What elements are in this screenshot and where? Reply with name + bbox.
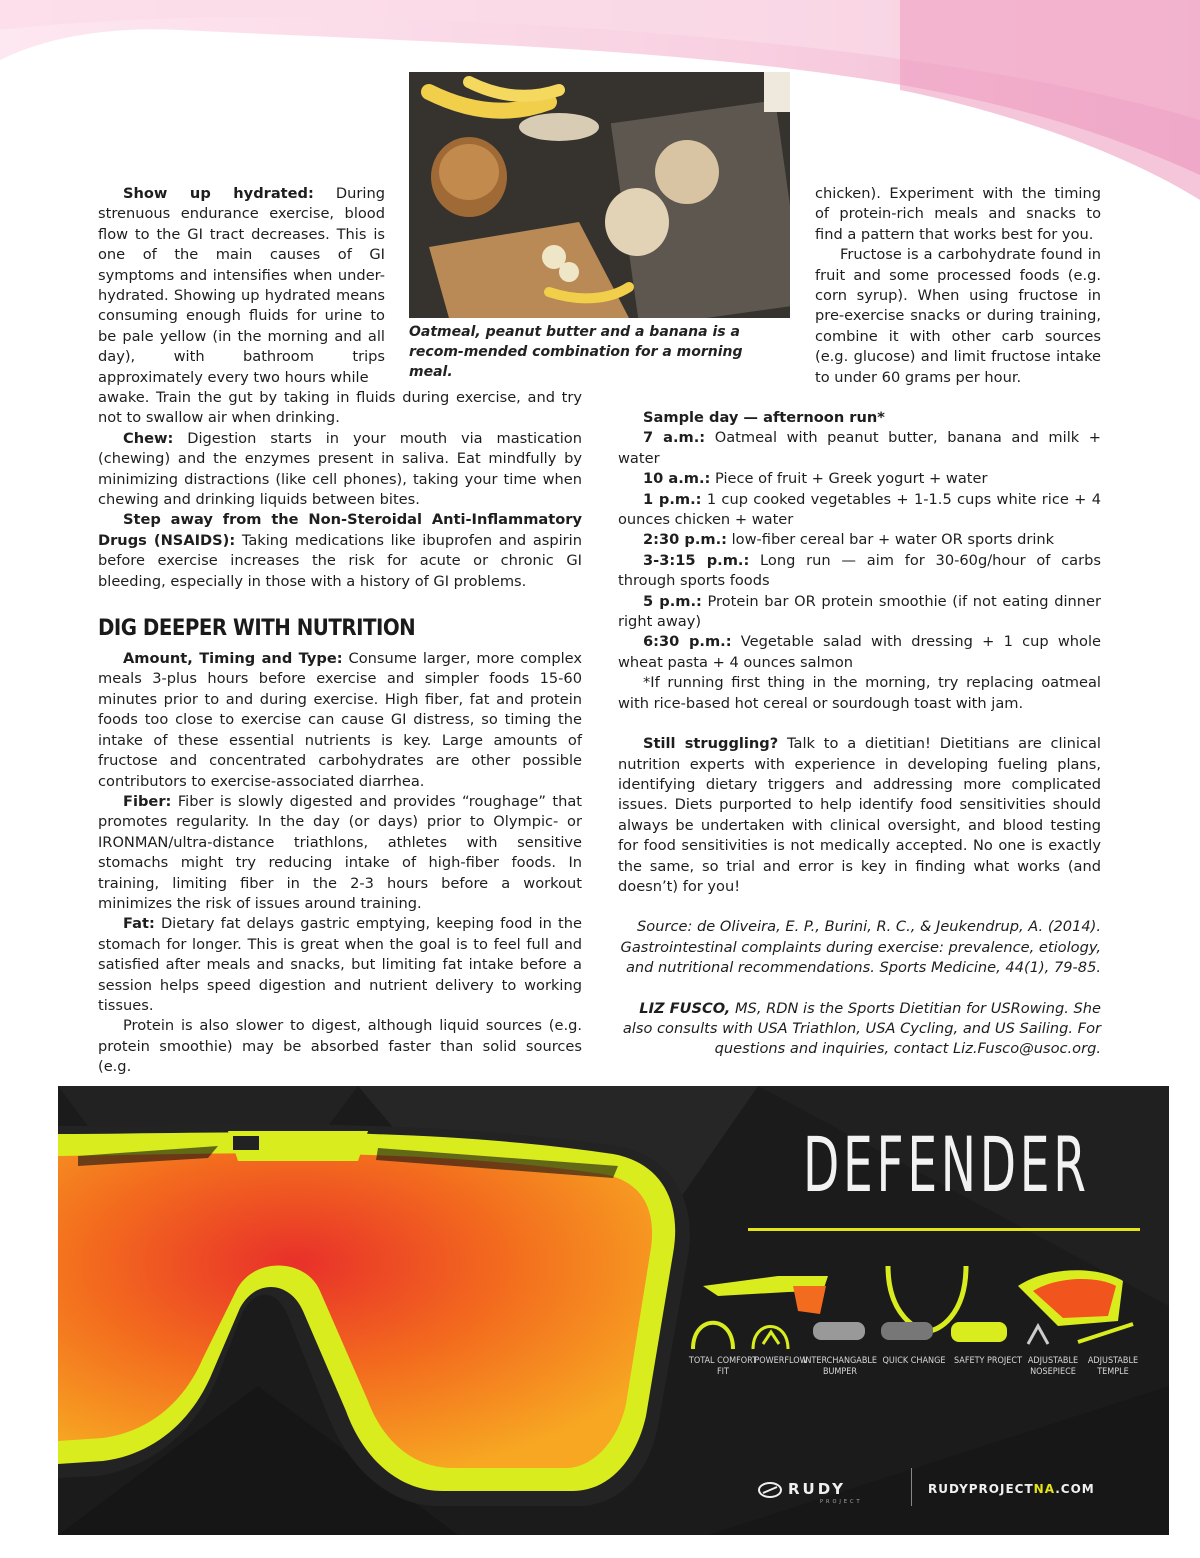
sample-time: 2:30 p.m.: [643, 531, 727, 549]
total-comfort-fit-icon [693, 1323, 733, 1349]
sample-item [618, 469, 1101, 489]
sample-time: 6:30 p.m.: [643, 633, 732, 651]
brand-name: RUDY [788, 1480, 846, 1498]
interchangable-bumper-icon [813, 1322, 865, 1340]
sample-item [618, 530, 1101, 550]
sample-item [618, 551, 1101, 592]
paragraph-text: Taking medications like ibuprofen and aspirin before exercise increases the risk for acute or chronic GI bleeding, especially in those with a history of GI problems. [98, 531, 582, 590]
sample-day-list [618, 428, 1101, 673]
author-bio-text: MS, RDN is the Sports Dietitian for USRowing. She also consults with USA Triathlon, USA Cycling, and US Sailing. For questions and inquiries, contact Liz.Fusco@usoc.org. [622, 999, 1101, 1058]
feature-label: TOTAL COMFORT FIT [688, 1356, 758, 1377]
paragraph-amount-timing [98, 649, 582, 792]
paragraph-text: Consume larger, more complex meals 3-plus hours before exercise and simpler foods 15-60 minutes prior to and during exercise. High fiber, fat and protein foods too close to exercise can cause GI distress, so timing the intake of these essential nutrients is key. Large amounts of fructose and concentrated carbohydrates are other possible contributors to exercise-associated diarrhea. [98, 650, 582, 790]
sample-note: *If running first thing in the morning, try replacing oatmeal with rice-based hot cereal or sourdough toast with jam. [618, 674, 1101, 712]
quick-change-icon [881, 1322, 933, 1340]
paragraph-text: During strenuous endurance exercise, blood flow to the GI tract decreases. This is one of the main causes of GI symptoms and intensifies when under-hydrated. Showing up hydrated means consuming enough fluids for urine to be pale yellow (in the morning and all day), with bathroom trips approximately every two hours while [98, 185, 385, 386]
feature-adjustable-temple [1073, 1356, 1153, 1378]
sample-text: Piece of fruit + Greek yogurt + water [710, 470, 988, 488]
feature-interchangable-bumper [800, 1356, 880, 1378]
paragraph-text: Dietary fat delays gastric emptying, keeping food in the stomach for longer. This is great when the goal is to feel full and satisfied after meals and snacks, but limiting fat intake before a session helps speed digestion and nutrient delivery to working tissues. [98, 915, 582, 1014]
ad-accent-line [748, 1228, 1140, 1231]
paragraph-head: Show up hydrated: [123, 185, 314, 202]
paragraph-head: Fiber: [123, 792, 172, 810]
powerflow-icon [753, 1327, 788, 1350]
section-heading: DIG DEEPER WITH NUTRITION [98, 616, 416, 642]
column-right [618, 408, 1101, 1060]
sample-day-title-text: Sample day — afternoon run* [643, 409, 885, 426]
paragraph-head: Amount, Timing and Type: [123, 650, 343, 668]
sample-text: 1 cup cooked vegetables + 1-1.5 cups white rice + 4 ounces chicken + water [618, 490, 1101, 529]
paragraph-text: Fiber is slowly digested and provides “roughage” that promotes regularity. In the day (or days) prior to Olympic- or IRONMAN/ultra-distance triathlons, athletes with sensitive stomachs might try reducing intake of high-fiber foods. In training, limiting fiber in the 2-3 hours before a workout minimizes the risk of issues around training. [98, 792, 582, 912]
brand-website-link[interactable] [928, 1482, 1095, 1496]
paragraph-fiber [98, 792, 582, 914]
column-left-top [98, 184, 385, 388]
adjustable-temple-icon [1078, 1324, 1133, 1342]
oatmeal-banana-photo [409, 72, 790, 318]
brand-subtitle: PROJECT [820, 1499, 863, 1505]
paragraph-head: Still struggling? [643, 735, 779, 753]
url-highlight: NA [1033, 1482, 1056, 1496]
sample-item [618, 428, 1101, 469]
sample-text: low-fiber cereal bar + water OR sports drink [726, 531, 1055, 549]
adjustable-nosepiece-icon [1028, 1326, 1048, 1344]
paragraph-head: Fat: [123, 915, 155, 933]
safety-project-icon [951, 1322, 1007, 1342]
rudy-logo-icon [758, 1481, 782, 1499]
sample-item [618, 490, 1101, 531]
ad-product-title: DEFENDER [803, 1120, 1090, 1209]
sample-text: Vegetable salad with dressing + 1 cup whole wheat pasta + 4 ounces salmon [618, 633, 1101, 671]
brand-separator [911, 1468, 912, 1506]
author-name: LIZ FUSCO, [639, 999, 731, 1017]
column-right-top [815, 184, 1101, 388]
column-left [98, 388, 582, 1078]
paragraph-fructose: Fructose is a carbohydrate found in fruit and some processed foods (e.g. corn syrup). When using fructose in pre-exercise snacks or during training, combine it with other carb sources (e.g. glucose) and limit fructose intake to under 60 grams per hour. [815, 246, 1101, 386]
paragraph-fat [98, 914, 582, 1016]
feature-label: QUICK CHANGE [882, 1356, 946, 1366]
sample-item [618, 632, 1101, 673]
defender-goggles-image [58, 1086, 718, 1535]
feature-quick-change [874, 1356, 954, 1367]
paragraph-text: Digestion starts in your mouth via mastication (chewing) and the enzymes present in saliva. Eat mindfully by minimizing distractions (like cell phones), taking your time when chewing and drinking liquids between bites. [98, 429, 582, 509]
feature-icons-row [683, 1304, 1143, 1354]
url-part: RUDYPROJECT [928, 1482, 1034, 1496]
sample-time: 7 a.m.: [643, 429, 706, 447]
paragraph-nsaids [98, 510, 582, 592]
sample-time: 5 p.m.: [643, 592, 702, 610]
paragraph-head: Step away from the Non-Steroidal Anti-Inflammatory Drugs (NSAIDS): [98, 511, 582, 549]
photo-caption: Oatmeal, peanut butter and a banana is a recom-mended combination for a morning meal. [409, 324, 743, 380]
paragraph-protein: Protein is also slower to digest, although liquid sources (e.g. protein smoothie) may be absorbed faster than solid sources (e.g. [98, 1017, 582, 1076]
feature-label: ADJUSTABLE NOSEPIECE [1027, 1356, 1079, 1377]
paragraph-chicken-cont: chicken). Experiment with the timing of protein-rich meals and snacks to find a pattern that works best for you. [815, 185, 1101, 243]
sample-day-title [618, 408, 1101, 428]
feature-label: POWERFLOW [754, 1356, 808, 1366]
paragraph-hydrated [98, 184, 385, 388]
author-bio [618, 999, 1101, 1060]
sample-item [618, 592, 1101, 633]
feature-label: ADJUSTABLE TEMPLE [1087, 1356, 1139, 1377]
paragraph-head: Chew: [123, 429, 174, 447]
feature-label: INTERCHANGABLE BUMPER [802, 1356, 877, 1377]
sample-time: 10 a.m.: [643, 470, 711, 488]
paragraph-chew [98, 429, 582, 511]
sample-time: 3-3:15 p.m.: [643, 551, 750, 569]
source-citation: Source: de Oliveira, E. P., Burini, R. C., & Jeukendrup, A. (2014). Gastrointestinal complaints during exercise: prevalence, etiology, and nutritional recommendations. Sports Medicine, 44(1), 79-85. [620, 918, 1101, 977]
defender-advertisement[interactable] [58, 1086, 1169, 1535]
sample-text: Protein bar OR protein smoothie (if not eating dinner right away) [618, 592, 1102, 631]
feature-label: SAFETY PROJECT [953, 1356, 1023, 1366]
sample-text: Oatmeal with peanut butter, banana and milk + water [618, 429, 1101, 467]
sample-text: Long run — aim for 30-60g/hour of carbs through sports foods [618, 551, 1101, 590]
paragraph-hydrated-cont: awake. Train the gut by taking in fluids during exercise, and try not to swallow air when drinking. [98, 389, 582, 427]
paragraph-text: Talk to a dietitian! Dietitians are clinical nutrition experts with experience in developing fueling plans, identifying dietary triggers and addressing more complicated issues. Diets purported to help identify food sensitivities should always be undertaken with clinical oversight, and blood testing for food sensitivities is not medically accepted. No one is exactly the same, so trial and error is key in finding what works (and doesn’t) for you! [618, 735, 1101, 895]
paragraph-still-struggling [618, 734, 1101, 897]
url-part: .COM [1055, 1482, 1095, 1496]
sample-time: 1 p.m.: [643, 490, 702, 508]
